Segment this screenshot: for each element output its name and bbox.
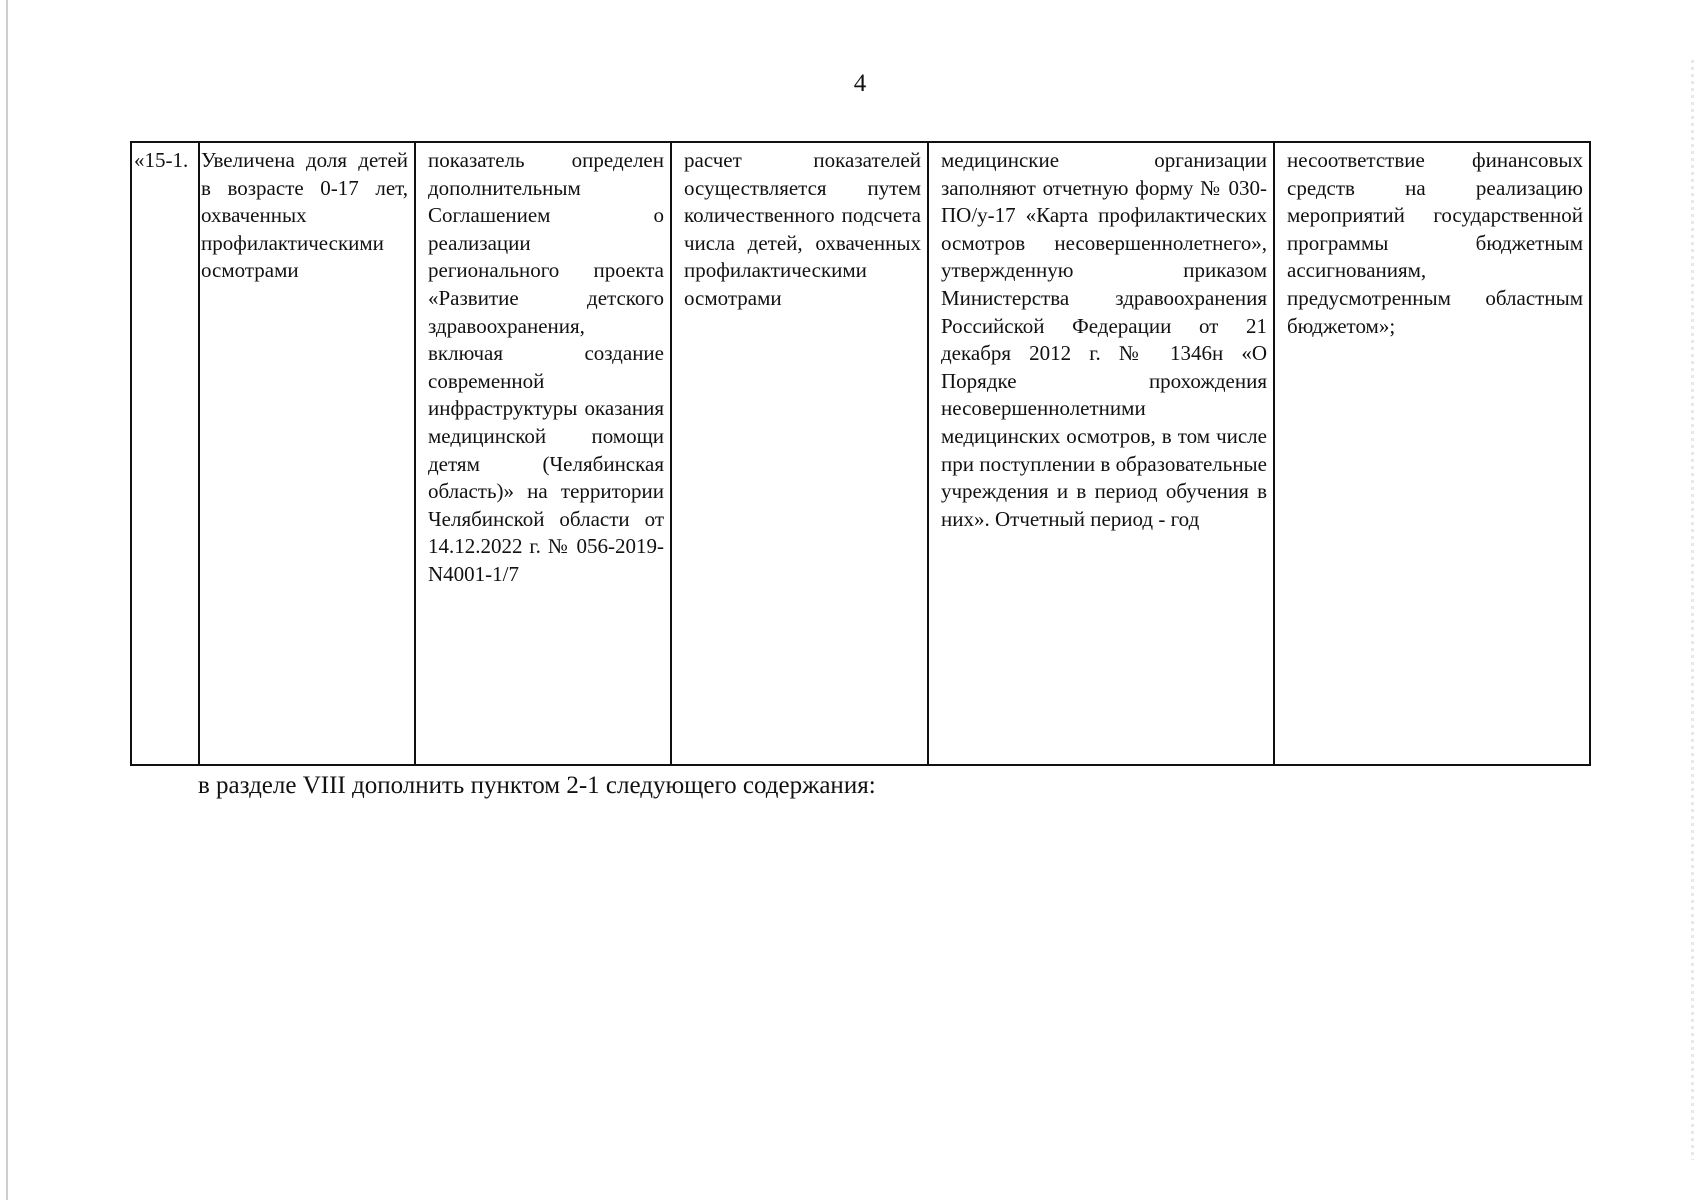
cell-number: «15-1. [131,142,199,765]
cell-reason: несоответствие финансовых средств на реализацию мероприятий государственной программы бюджетным ассигнованиям, предусмотренным областным бюджетом»; [1274,142,1590,765]
cell-data-source: медицинские организации заполняют отчетную форму № 030-ПО/у-17 «Карта профилактических осмотров несовершеннолетнего», утвержденную приказом Министерства здравоохранения Российской Федерации от 21 декабря 2012 г. № 1346н «О Порядке прохождения несовершеннолетними медицинских осмотров, в том числе при поступлении в образовательные учреждения и в период обучения в них». Отчетный период - год [928,142,1274,765]
scan-edge-left [6,0,8,1200]
amendment-text: в разделе VIII дополнить пунктом 2-1 следующего содержания: [198,772,876,799]
page-number: 4 [853,70,867,97]
table-row [131,142,1590,765]
indicator-table [130,141,1591,766]
cell-method: расчет показателей осуществляется путем количественного подсчета числа детей, охваченных профилактическими осмотрами [671,142,928,765]
scan-edge-right [1691,60,1694,1160]
cell-indicator-name: Увеличена доля детей в возрасте 0-17 лет, охваченных профилактическими осмотрами [199,142,415,765]
cell-basis: показатель определен дополнительным Соглашением о реализации регионального проекта «Развитие детского здравоохранения, включая создание современной инфраструктуры оказания медицинской помощи детям (Челябинская область)» на территории Челябинской области от 14.12.2022 г. № 056-2019-N4001-1/7 [415,142,671,765]
